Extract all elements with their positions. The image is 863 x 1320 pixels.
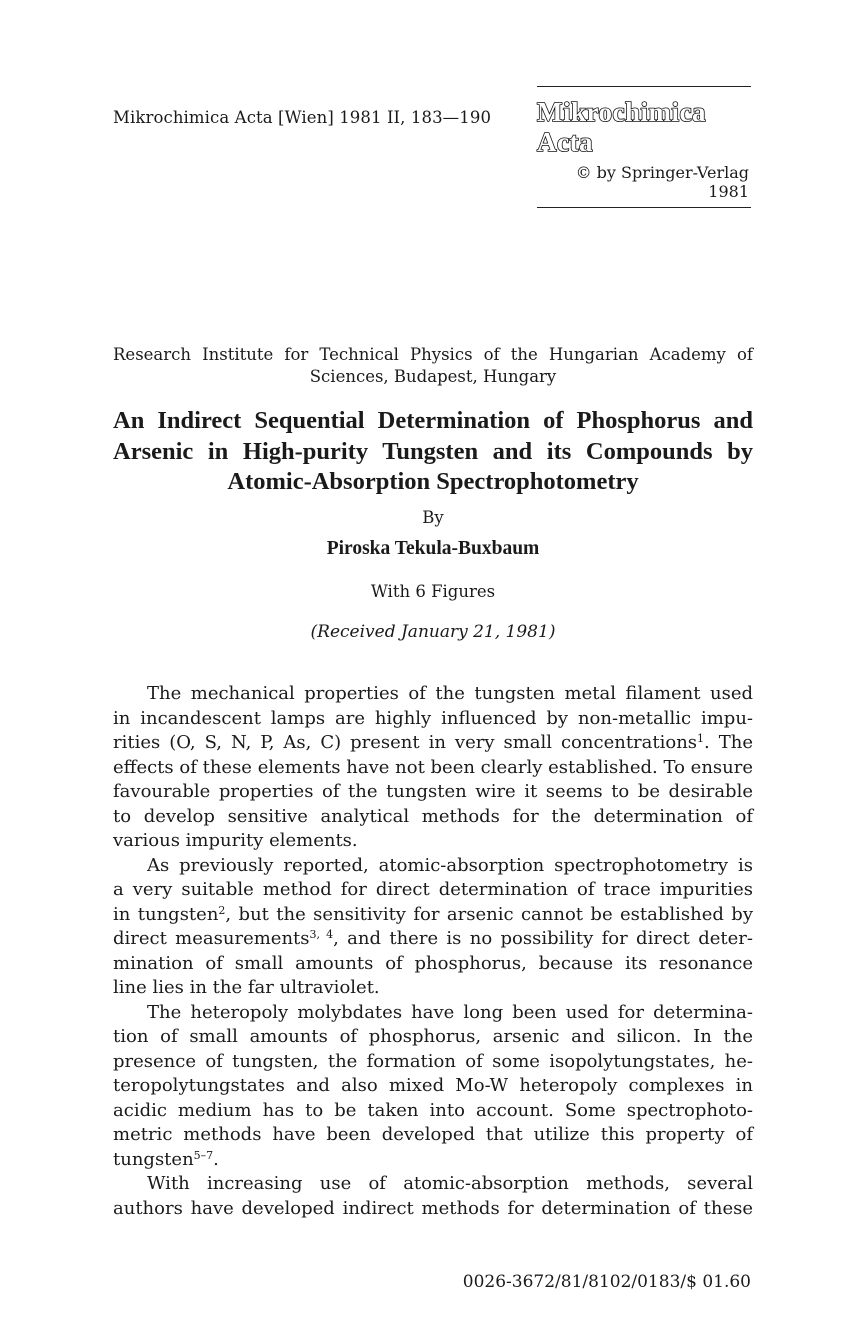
text-run: , and there is no possibility for direct deter-	[333, 928, 753, 949]
author-name: Piroska Tekula-Buxbaum	[326, 538, 540, 559]
title-line: Atomic-Absorption Spectrophotometry	[227, 468, 639, 495]
text-line: presence of tungsten, the formation of some isopolytungstates, he-	[113, 1050, 753, 1072]
journal-reference: Mikrochimica Acta [Wien] 1981 II, 183—190	[113, 108, 492, 127]
text-line: With increasing use of atomic-absorption methods, several	[147, 1173, 753, 1194]
text-run: direct measurements	[113, 928, 310, 949]
title-line: An Indirect Sequential Determination of Phosphorus and	[113, 407, 753, 434]
text-line: acidic medium has to be taken into account. Some spectrophoto-	[113, 1099, 753, 1121]
by-label: By	[422, 508, 444, 527]
text-line	[113, 1148, 753, 1173]
journal-logo: Mikrochimica Acta	[537, 97, 706, 157]
citation-ref: 1	[697, 732, 705, 745]
text-line: line lies in the far ultraviolet.	[113, 977, 380, 998]
paragraph	[113, 1172, 753, 1221]
paper-title	[113, 406, 753, 498]
text-line: teropolytungstates and also mixed Mo-W heteropoly complexes in	[113, 1075, 753, 1096]
text-line	[113, 903, 753, 928]
copyright-notice: © by Springer-Verlag 1981	[575, 163, 749, 201]
text-line: The mechanical properties of the tungsten metal filament used	[147, 683, 753, 704]
text-line: to develop sensitive analytical methods for the determination of	[113, 805, 753, 827]
text-line: As previously reported, atomic-absorption spectrophotometry is	[147, 854, 753, 876]
figure-count: With 6 Figures	[370, 582, 496, 601]
paragraph	[113, 1001, 753, 1173]
paragraph	[113, 854, 753, 1001]
received-date: (Received January 21, 1981)	[310, 622, 556, 642]
text-run: .	[213, 1148, 219, 1170]
text-line: tion of small amounts of phosphorus, arsenic and silicon. In the	[113, 1026, 753, 1047]
text-run: . The	[704, 732, 753, 753]
top-rule	[537, 86, 751, 87]
text-line: effects of these elements have not been clearly established. To ensure	[113, 756, 753, 778]
citation-ref: 2	[218, 903, 226, 917]
issn-code: 0026-3672/81/8102/0183/$ 01.60	[462, 1272, 751, 1292]
title-line: Arsenic in High-purity Tungsten and its Compounds by	[113, 437, 753, 465]
text-line	[113, 927, 753, 952]
paragraph	[113, 682, 753, 854]
text-line: various impurity elements.	[113, 830, 358, 851]
text-run: tungsten	[113, 1148, 194, 1170]
journal-logo-block	[537, 86, 751, 208]
bottom-rule	[537, 207, 751, 208]
text-line: The heteropoly molybdates have long been used for determina-	[147, 1001, 753, 1023]
text-run: in tungsten	[113, 903, 219, 925]
text-line: a very suitable method for direct determination of trace impurities	[113, 879, 753, 900]
text-line: authors have developed indirect methods for determination of these	[113, 1197, 753, 1219]
body-text	[113, 682, 753, 1221]
affiliation-line: Sciences, Budapest, Hungary	[309, 367, 557, 386]
text-line: mination of small amounts of phosphorus, because its resonance	[113, 952, 753, 974]
citation-ref: 5–7	[193, 1148, 214, 1162]
text-run: rities (O, S, N, P, As, C) present in very small concentrations	[113, 732, 698, 753]
affiliation	[113, 344, 753, 388]
text-line: metric methods have been developed that utilize this property of	[113, 1124, 753, 1145]
text-line	[113, 731, 753, 756]
affiliation-line: Research Institute for Technical Physics of the Hungarian Academy of	[113, 345, 753, 364]
text-line: favourable properties of the tungsten wire it seems to be desirable	[113, 781, 753, 802]
citation-ref: 3, 4	[309, 928, 334, 941]
text-run: , but the sensitivity for arsenic cannot be established by	[225, 903, 753, 925]
text-line: in incandescent lamps are highly influenced by non-metallic impu-	[113, 707, 753, 729]
